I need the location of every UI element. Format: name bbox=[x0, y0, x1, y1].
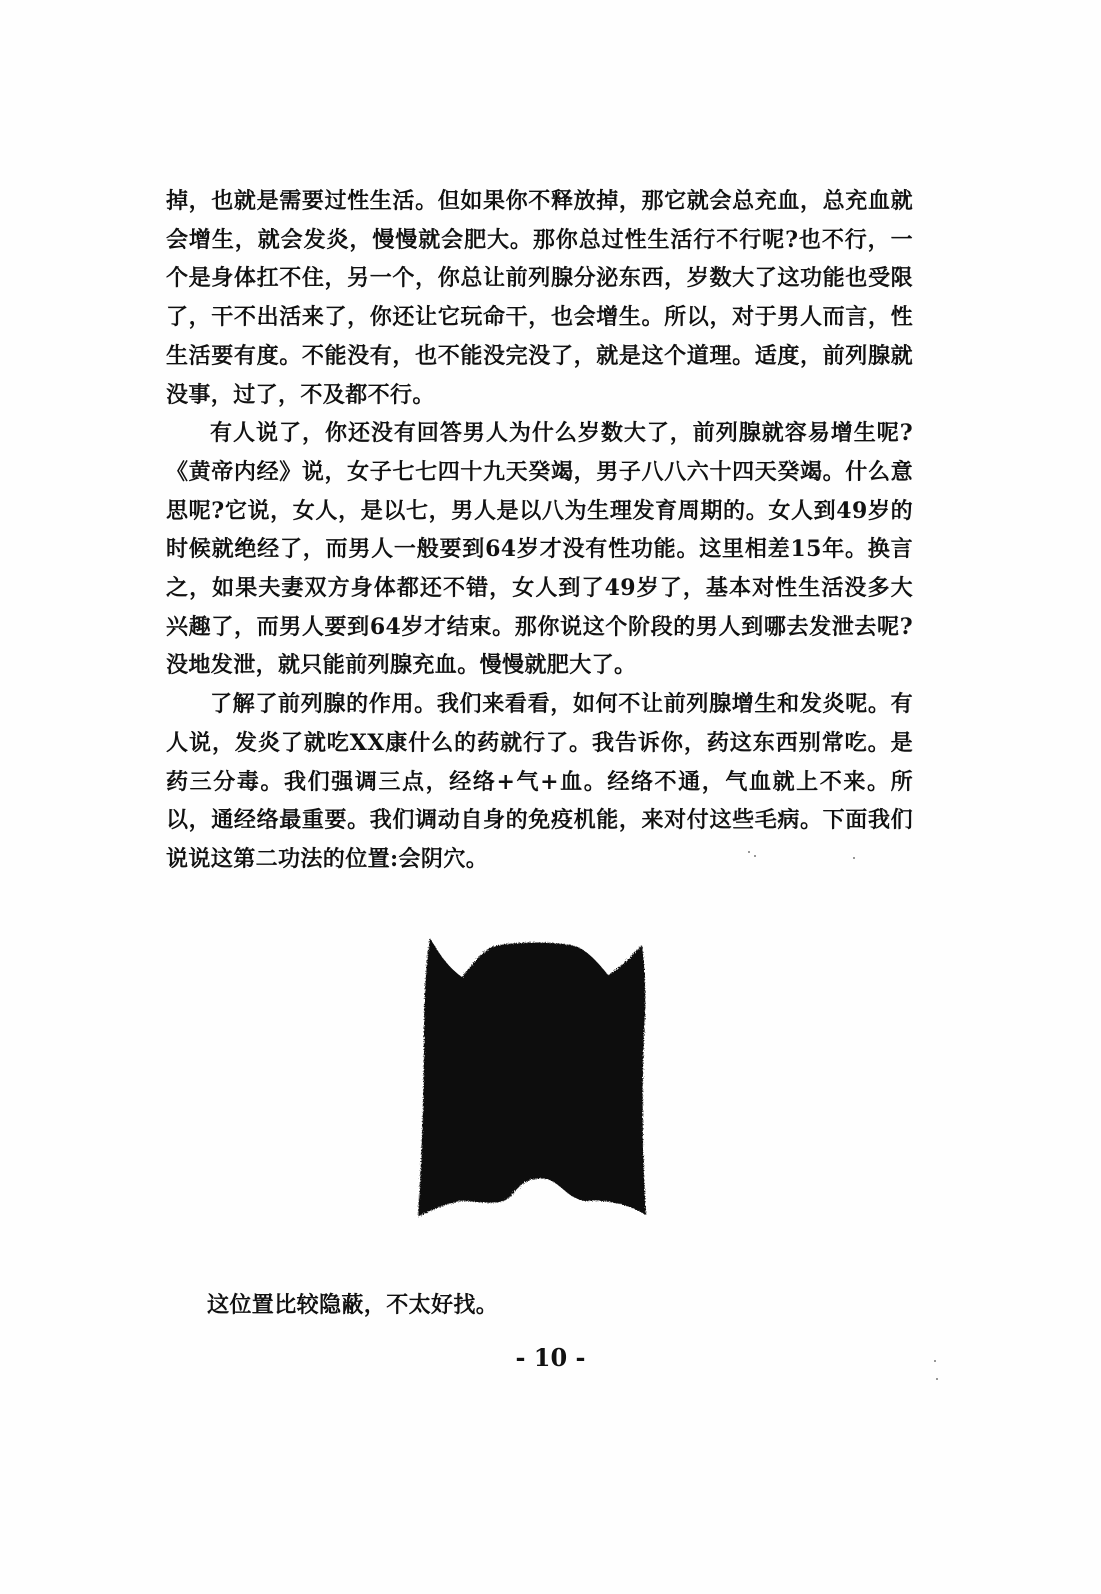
figure-silhouette bbox=[418, 938, 646, 1217]
paragraph-2: 有人说了，你还没有回答男人为什么岁数大了，前列腺就容易增生呢?《黄帝内经》说，女子七七四十九天癸竭，男子八八六十四天癸竭。什么意思呢?它说，女人，是以七，男人是以八为生理发育周期的。女人到49岁的时候就绝经了，而男人一般要到64岁才没有性功能。这里相差15年。换言之，如果夫妻双方身体都还不错，女人到了49岁了，基本对性生活没多大兴趣了，而男人要到64岁才结束。那你说这个阶段的男人到哪去发泄去呢?没地发泄，就只能前列腺充血。慢慢就肥大了。 bbox=[166, 420, 913, 679]
perineum-figure bbox=[410, 935, 660, 1225]
figure-caption: 这位置比较隐蔽，不太好找。 bbox=[207, 1292, 499, 1318]
body-text bbox=[166, 182, 913, 879]
scan-speck bbox=[934, 1360, 936, 1362]
scan-speck bbox=[853, 857, 855, 859]
page-number: - 10 - bbox=[515, 1343, 586, 1372]
scan-speck bbox=[936, 1378, 938, 1380]
paragraph-3: 了解了前列腺的作用。我们来看看，如何不让前列腺增生和发炎呢。有人说，发炎了就吃XX康什么的药就行了。我告诉你，药这东西别常吃。是药三分毒。我们强调三点，经络+气+血。经络不通，气血就上不来。所以，通经络最重要。我们调动自身的免疫机能，来对付这些毛病。下面我们说说这第二功法的位置:会阴穴。 bbox=[166, 691, 913, 872]
paragraph-1: 掉，也就是需要过性生活。但如果你不释放掉，那它就会总充血，总充血就会增生，就会发炎，慢慢就会肥大。那你总过性生活行不行呢?也不行，一个是身体扛不住，另一个，你总让前列腺分泌东西，岁数大了这功能也受限了，干不出活来了，你还让它玩命干，也会增生。所以，对于男人而言，性生活要有度。不能没有，也不能没完没了，就是这个道理。适度，前列腺就没事，过了，不及都不行。 bbox=[166, 188, 913, 408]
scan-speck bbox=[748, 851, 750, 853]
scan-speck bbox=[754, 855, 756, 857]
